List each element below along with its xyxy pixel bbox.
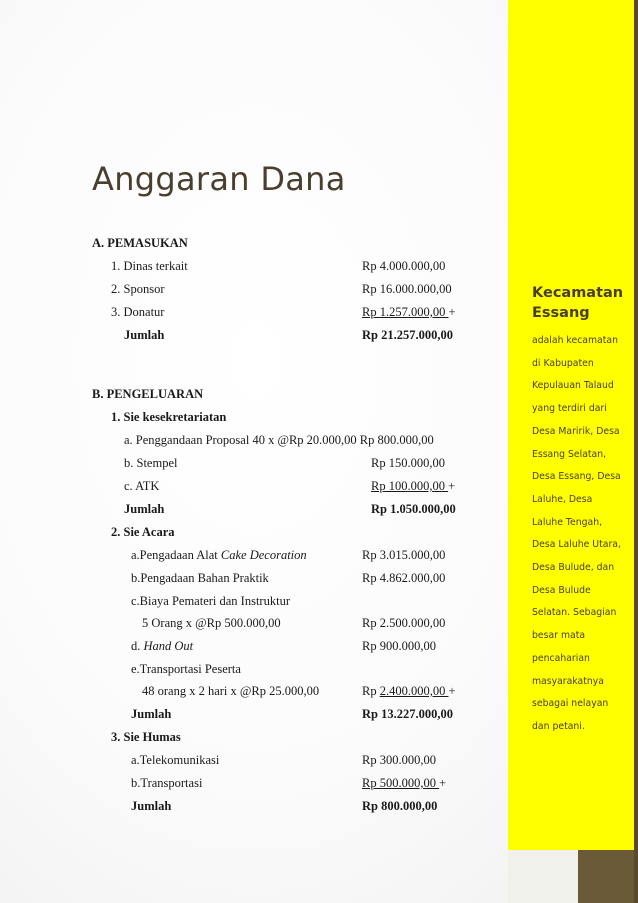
humas-total-amount: Rp 800.000,00	[362, 799, 438, 813]
humas-heading: 3. Sie Humas	[111, 730, 181, 744]
sidebar-line: Laluhe, Desa	[532, 493, 593, 505]
acara-heading: 2. Sie Acara	[111, 525, 175, 539]
page-title: Anggaran Dana	[92, 160, 346, 198]
sekretariatan-item-label: c. ATK	[124, 479, 160, 493]
sum-plus-sign: +	[448, 479, 456, 493]
sidebar-description	[532, 330, 630, 739]
sidebar-line: Kepulauan Talaud	[532, 380, 614, 392]
sekretariatan-item-amount: Rp 100.000,00	[371, 479, 449, 493]
acara-total-label: Jumlah	[131, 707, 172, 721]
acara-item-d-amount: Rp 900.000,00	[362, 639, 436, 653]
sidebar-line: Desa Laluhe Utara,	[532, 539, 621, 551]
acara-item-e-amount: 2.400.000,00	[379, 684, 449, 698]
acara-item-c-label: c.Biaya Pemateri dan Instruktur	[131, 594, 290, 608]
acara-item-e-currency: Rp	[362, 684, 380, 698]
acara-item-a-label: a.Pengadaan Alat	[131, 548, 221, 562]
sidebar-line: dan petani.	[532, 720, 585, 732]
acara-item-e-label: e.Transportasi Peserta	[131, 662, 241, 676]
pemasukan-item-amount: Rp 1.257.000,00	[362, 305, 449, 319]
humas-item-b-label: b.Transportasi	[131, 776, 203, 790]
sidebar-line: yang terdiri dari	[532, 403, 607, 415]
acara-item-b-label: b.Pengadaan Bahan Praktik	[131, 571, 269, 585]
sum-plus-sign: +	[439, 776, 447, 790]
sekretariatan-item: a. Penggandaan Proposal 40 x @Rp 20.000,00 Rp 800.000,00	[124, 433, 434, 447]
pemasukan-item-amount-row	[362, 305, 456, 320]
sidebar-line: besar mata	[532, 630, 586, 642]
sidebar-line: Desa Bulude, dan	[532, 562, 615, 574]
acara-item-a-amount: Rp 3.015.000,00	[362, 548, 446, 562]
humas-item-b-amount: Rp 500.000,00	[362, 776, 440, 790]
humas-item-b-amount-row	[362, 776, 446, 791]
pemasukan-item-label: 3. Donatur	[111, 305, 165, 319]
sidebar-line: di Kabupaten	[532, 357, 594, 369]
sidebar-line: sebagai nelayan	[532, 698, 609, 710]
pengeluaran-heading: B. PENGELUARAN	[92, 387, 204, 401]
sidebar-line: Desa Bulude	[532, 584, 591, 596]
acara-item-c-amount: Rp 2.500.000,00	[362, 616, 446, 630]
acara-item-d-italic: Hand Out	[143, 639, 194, 653]
edge-strip	[634, 0, 638, 903]
acara-item-c-detail: 5 Orang x @Rp 500.000,00	[142, 616, 281, 630]
sidebar-line: Selatan. Sebagian	[532, 607, 617, 619]
humas-item-a-amount: Rp 300.000,00	[362, 753, 436, 767]
sidebar-line: Desa Maririk, Desa	[532, 425, 620, 437]
bottom-dark-strip	[578, 850, 634, 903]
pemasukan-item-label: 2. Sponsor	[111, 282, 165, 296]
acara-item-a-italic: Cake Decoration	[220, 548, 307, 562]
sekretariatan-total-label: Jumlah	[124, 502, 165, 516]
pemasukan-total-amount: Rp 21.257.000,00	[362, 328, 453, 342]
sidebar-line: Desa Essang, Desa	[532, 471, 621, 483]
sidebar-line: pencaharian	[532, 652, 590, 664]
sekretariatan-item-amount-row	[371, 479, 455, 494]
bottom-light-strip	[508, 850, 578, 903]
acara-item-d	[131, 639, 193, 654]
sidebar-heading: Kecamatan Essang	[532, 285, 624, 321]
pemasukan-item-amount: Rp 16.000.000,00	[362, 282, 452, 296]
sekretariatan-total-amount: Rp 1.050.000,00	[371, 502, 456, 516]
sidebar-line: Essang Selatan,	[532, 448, 607, 460]
acara-item-a	[131, 548, 307, 563]
sekretariatan-item-amount: Rp 150.000,00	[371, 456, 445, 470]
humas-item-a-label: a.Telekomunikasi	[131, 753, 220, 767]
pemasukan-heading: A. PEMASUKAN	[92, 236, 188, 250]
pemasukan-item-label: 1. Dinas terkait	[111, 259, 188, 273]
acara-item-b-amount: Rp 4.862.000,00	[362, 571, 446, 585]
acara-total-amount: Rp 13.227.000,00	[362, 707, 453, 721]
acara-item-e-detail: 48 orang x 2 hari x @Rp 25.000,00	[142, 684, 320, 698]
sidebar-line: masyarakatnya	[532, 675, 604, 687]
acara-item-d-label: d.	[131, 639, 144, 653]
sidebar-line: adalah kecamatan	[532, 335, 618, 346]
humas-total-label: Jumlah	[131, 799, 172, 813]
sum-plus-sign: +	[448, 305, 456, 319]
sidebar-line: Laluhe Tengah,	[532, 516, 603, 528]
sum-plus-sign: +	[448, 684, 456, 698]
sekretariatan-heading: 1. Sie kesekretariatan	[111, 410, 227, 424]
pemasukan-total-label: Jumlah	[124, 328, 165, 342]
sekretariatan-item-label: b. Stempel	[124, 456, 178, 470]
pemasukan-item-amount: Rp 4.000.000,00	[362, 259, 446, 273]
acara-item-e-amount-row	[362, 684, 456, 699]
